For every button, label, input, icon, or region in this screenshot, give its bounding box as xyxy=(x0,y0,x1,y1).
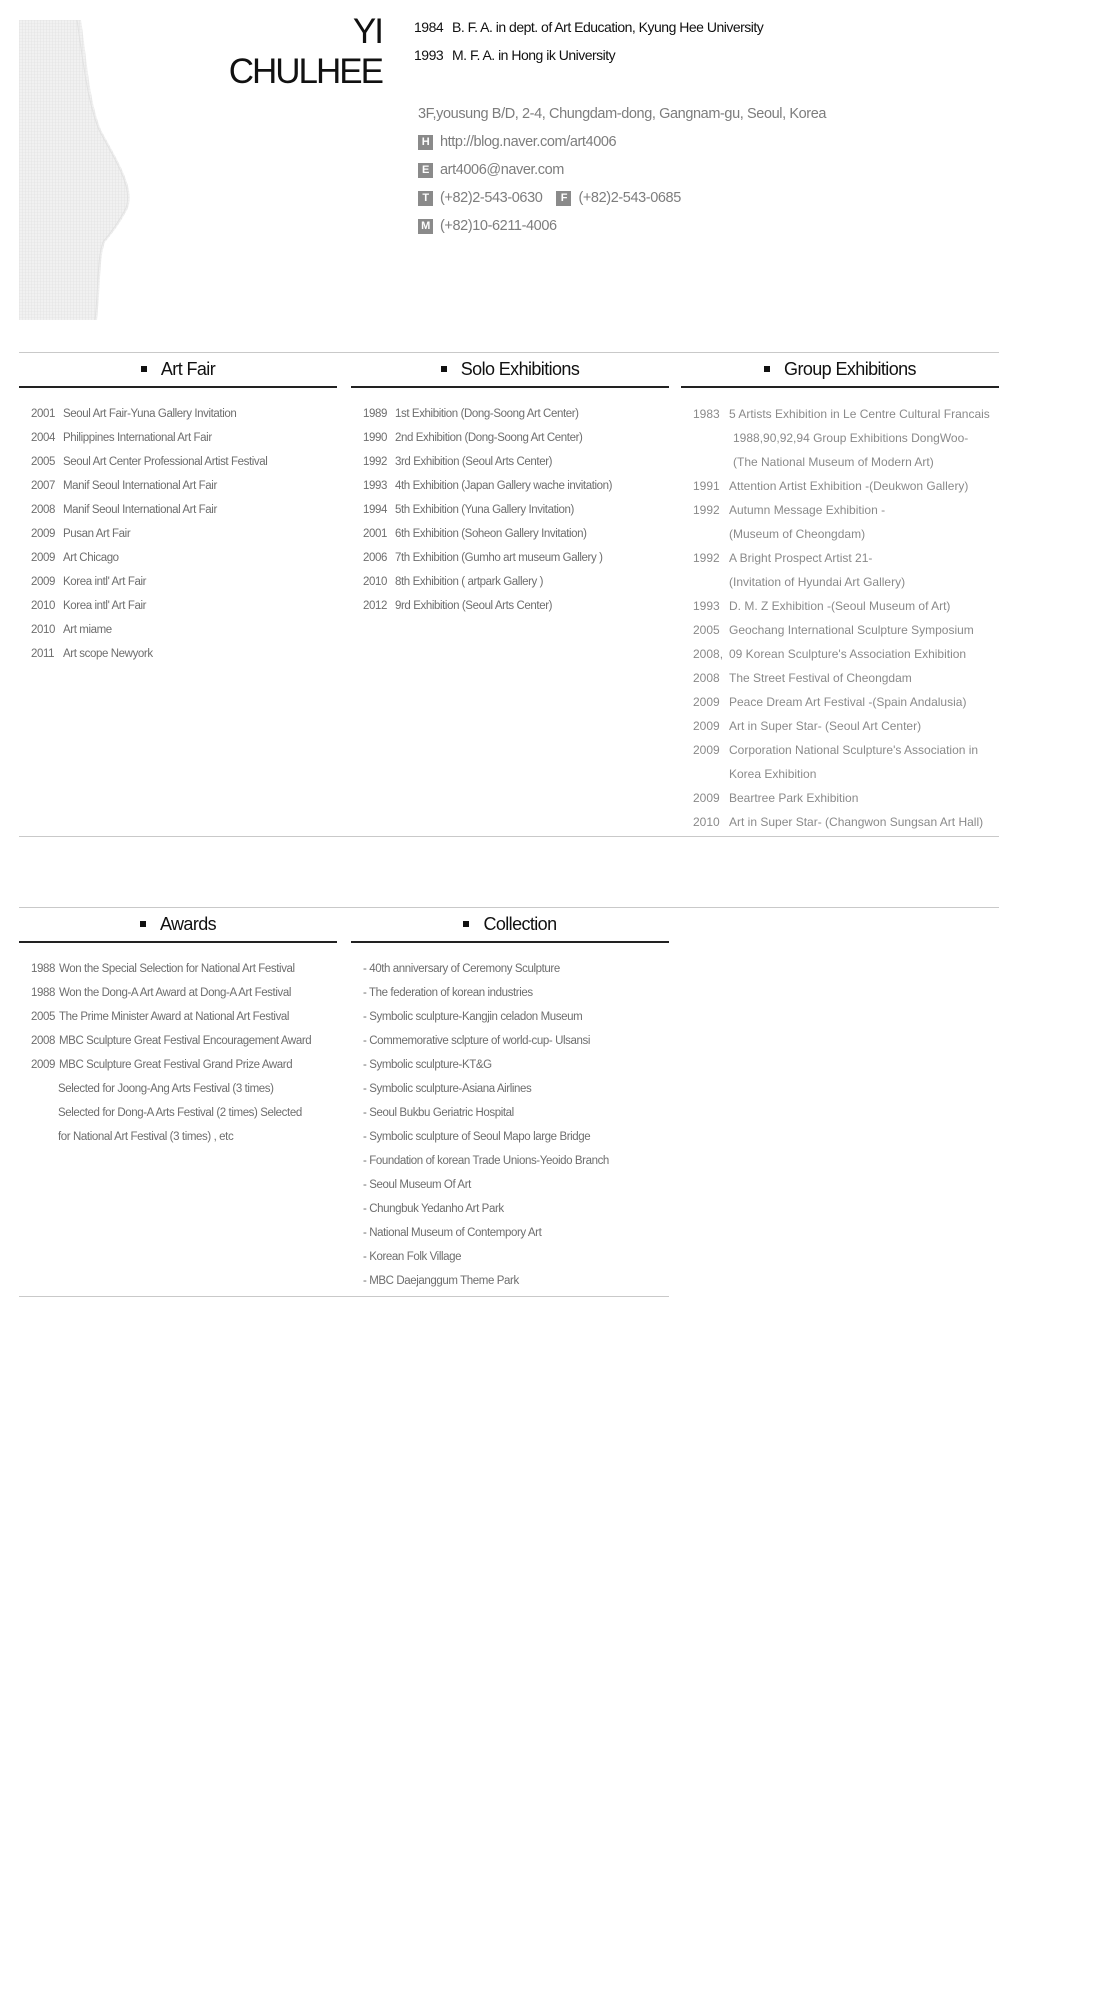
list-item: 1992 Autumn Message Exhibition - xyxy=(693,503,886,517)
list-item: - Symbolic sculpture-Kangjin celadon Museum xyxy=(363,1011,583,1023)
list-item: 2009 Korea intl' Art Fair xyxy=(31,576,147,588)
list-item: 2007 Manif Seoul International Art Fair xyxy=(31,480,217,492)
list-item-continuation: (Museum of Cheongdam) xyxy=(729,527,866,541)
list-item: 2011 Art scope Newyork xyxy=(31,648,153,660)
list-item-continuation: for National Art Festival (3 times) , etc xyxy=(58,1131,234,1143)
address: 3F,yousung B/D, 2-4, Chungdam-dong, Gangnam-gu, Seoul, Korea xyxy=(418,106,827,122)
list-item: 2008 MBC Sculpture Great Festival Encouragement Award xyxy=(31,1035,312,1047)
fax-badge: F xyxy=(556,191,571,206)
solo-exhibitions-section xyxy=(351,352,669,618)
bullet-icon xyxy=(764,366,770,372)
section-heading: Collection xyxy=(351,907,669,943)
email-link[interactable]: art4006@naver.com xyxy=(440,162,564,178)
list-item-continuation: 1988,90,92,94 Group Exhibitions DongWoo- xyxy=(733,431,969,445)
homepage-badge: H xyxy=(418,135,433,150)
list-item: 2005 Seoul Art Center Professional Artist Festival xyxy=(31,456,268,468)
email-row xyxy=(418,156,826,184)
list-item: 2010 Korea intl' Art Fair xyxy=(31,600,147,612)
bullet-icon xyxy=(463,921,469,927)
list-item: 1992 A Bright Prospect Artist 21- xyxy=(693,551,873,565)
list-item: 2009 Beartree Park Exhibition xyxy=(693,791,859,805)
list-item: 2009 Art Chicago xyxy=(31,552,119,564)
list-item: 2006 7th Exhibition (Gumho art museum Gallery ) xyxy=(363,552,603,564)
tel-badge: T xyxy=(418,191,433,206)
list-item: 1993 D. M. Z Exhibition -(Seoul Museum of Art) xyxy=(693,599,951,613)
list-item: 1989 1st Exhibition (Dong-Soong Art Center) xyxy=(363,408,579,420)
list-item: 2009 Peace Dream Art Festival -(Spain Andalusia) xyxy=(693,695,967,709)
group-exhibitions-section xyxy=(681,352,999,834)
email-badge: E xyxy=(418,163,433,178)
list-item: 2010 Art miame xyxy=(31,624,112,636)
section-heading: Solo Exhibitions xyxy=(351,352,669,388)
list-item: 1991 Attention Artist Exhibition -(Deukwon Gallery) xyxy=(693,479,969,493)
art-fair-section xyxy=(19,352,337,666)
list-item-continuation: Selected for Dong-A Arts Festival (2 times) Selected xyxy=(58,1107,302,1119)
list-item: - Chungbuk Yedanho Art Park xyxy=(363,1203,504,1215)
education-list xyxy=(414,18,763,74)
list-item: 2010 8th Exhibition ( artpark Gallery ) xyxy=(363,576,544,588)
collection-section xyxy=(351,907,669,1293)
list-item: 1983 5 Artists Exhibition in Le Centre Cultural Francais xyxy=(693,407,990,421)
list-item: 2008 The Street Festival of Cheongdam xyxy=(693,671,912,685)
list-item: 1993 4th Exhibition (Japan Gallery wache invitation) xyxy=(363,480,613,492)
list-item: - Foundation of korean Trade Unions-Yeoido Branch xyxy=(363,1155,609,1167)
list-item-continuation: (Invitation of Hyundai Art Gallery) xyxy=(729,575,906,589)
mobile-number: (+82)10-6211-4006 xyxy=(440,218,557,234)
education-item: 1984 B. F. A. in dept. of Art Education, Kyung Hee University xyxy=(414,19,764,35)
section-heading: Art Fair xyxy=(19,352,337,388)
list-item: 2009 Art in Super Star- (Seoul Art Center) xyxy=(693,719,922,733)
list-item: - Commemorative sclpture of world-cup- Ulsansi xyxy=(363,1035,591,1047)
list-item: 1988 Won the Dong-A Art Award at Dong-A Art Festival xyxy=(31,987,291,999)
list-item-continuation: Selected for Joong-Ang Arts Festival (3 times) xyxy=(58,1083,274,1095)
list-item: 2010 Art in Super Star- (Changwon Sungsan Art Hall) xyxy=(693,815,984,829)
education-item: 1993 M. F. A. in Hong ik University xyxy=(414,47,616,63)
section-heading: Group Exhibitions xyxy=(681,352,999,388)
list-item: - National Museum of Contempory Art xyxy=(363,1227,542,1239)
list-item: - Symbolic sculpture of Seoul Mapo large Bridge xyxy=(363,1131,591,1143)
homepage-link[interactable]: http://blog.naver.com/art4006 xyxy=(440,134,617,150)
tel-number: (+82)2-543-0630 xyxy=(440,190,543,206)
list-item: 2001 6th Exhibition (Soheon Gallery Invitation) xyxy=(363,528,587,540)
bullet-icon xyxy=(441,366,447,372)
list-item: 2012 9rd Exhibition (Seoul Arts Center) xyxy=(363,600,553,612)
list-item: - Korean Folk Village xyxy=(363,1251,462,1263)
contact-info xyxy=(418,100,826,240)
list-item: 2005 Geochang International Sculpture Symposium xyxy=(693,623,974,637)
list-item: - The federation of korean industries xyxy=(363,987,533,999)
list-item: 1992 3rd Exhibition (Seoul Arts Center) xyxy=(363,456,553,468)
sculpture-image xyxy=(19,20,134,320)
bullet-icon xyxy=(141,366,147,372)
list-item: 1994 5th Exhibition (Yuna Gallery Invitation) xyxy=(363,504,574,516)
list-item: 2004 Philippines International Art Fair xyxy=(31,432,212,444)
list-item: 2009 Pusan Art Fair xyxy=(31,528,131,540)
mobile-badge: M xyxy=(418,219,433,234)
list-item: 2005 The Prime Minister Award at National Art Festival xyxy=(31,1011,290,1023)
list-item: - Seoul Museum Of Art xyxy=(363,1179,471,1191)
divider xyxy=(19,1296,669,1297)
artist-name: YI CHULHEE xyxy=(228,12,382,91)
phone-row xyxy=(418,184,826,212)
awards-section xyxy=(19,907,337,1149)
section-heading: Awards xyxy=(19,907,337,943)
mobile-row xyxy=(418,212,826,240)
list-item: 2008, 09 Korean Sculpture's Association Exhibition xyxy=(693,647,967,661)
list-item: - Seoul Bukbu Geriatric Hospital xyxy=(363,1107,514,1119)
list-item: - 40th anniversary of Ceremony Sculpture xyxy=(363,963,560,975)
list-item: - MBC Daejanggum Theme Park xyxy=(363,1275,519,1287)
list-item: 2001 Seoul Art Fair-Yuna Gallery Invitation xyxy=(31,408,237,420)
bullet-icon xyxy=(140,921,146,927)
list-item-continuation: Korea Exhibition xyxy=(729,767,817,781)
list-item: 2009 Corporation National Sculpture's Association in xyxy=(693,743,979,757)
list-item: - Symbolic sculpture-Asiana Airlines xyxy=(363,1083,532,1095)
fax-number: (+82)2-543-0685 xyxy=(578,190,681,206)
list-item-continuation: (The National Museum of Modern Art) xyxy=(733,455,934,469)
homepage-row xyxy=(418,128,826,156)
divider xyxy=(19,836,999,837)
list-item: 1988 Won the Special Selection for National Art Festival xyxy=(31,963,295,975)
list-item: 1990 2nd Exhibition (Dong-Soong Art Center) xyxy=(363,432,583,444)
list-item: 2009 MBC Sculpture Great Festival Grand Prize Award xyxy=(31,1059,293,1071)
list-item: 2008 Manif Seoul International Art Fair xyxy=(31,504,217,516)
list-item: - Symbolic sculpture-KT&G xyxy=(363,1059,492,1071)
